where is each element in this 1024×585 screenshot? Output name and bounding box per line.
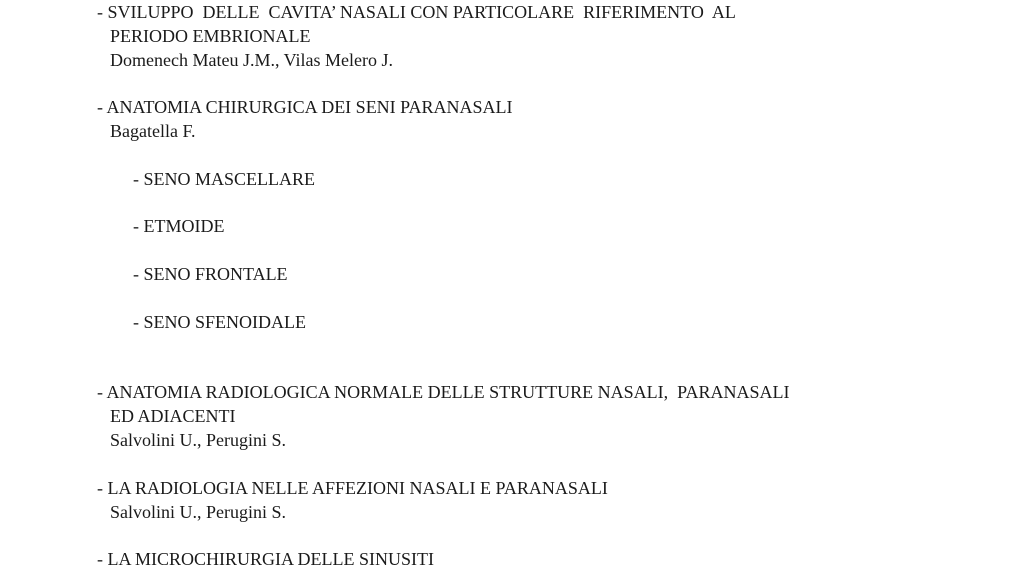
entry-authors: Salvolini U., Perugini S. — [110, 502, 287, 522]
entry-authors: Domenech Mateu J.M., Vilas Melero J. — [110, 50, 394, 70]
entry-authors: Bagatella F. — [110, 121, 196, 141]
entry-authors: Salvolini U., Perugini S. — [110, 430, 287, 450]
entry-title: - ANATOMIA RADIOLOGICA NORMALE DELLE STRUTTURE NASALI, PARANASALI — [97, 382, 790, 402]
subitem: - SENO FRONTALE — [133, 264, 288, 284]
subitem: - ETMOIDE — [133, 216, 225, 236]
entry-title: - LA MICROCHIRURGIA DELLE SINUSITI — [97, 549, 434, 569]
entry-title: - SVILUPPO DELLE CAVITA’ NASALI CON PARTICOLARE RIFERIMENTO AL — [97, 2, 736, 22]
entry-title: - ANATOMIA CHIRURGICA DEI SENI PARANASALI — [97, 97, 513, 117]
entry-title-continued: ED ADIACENTI — [110, 406, 236, 426]
subitem: - SENO MASCELLARE — [133, 169, 316, 189]
entry-title-continued: PERIODO EMBRIONALE — [110, 26, 311, 46]
subitem: - SENO SFENOIDALE — [133, 312, 306, 332]
entry-title: - LA RADIOLOGIA NELLE AFFEZIONI NASALI E PARANASALI — [97, 478, 608, 498]
